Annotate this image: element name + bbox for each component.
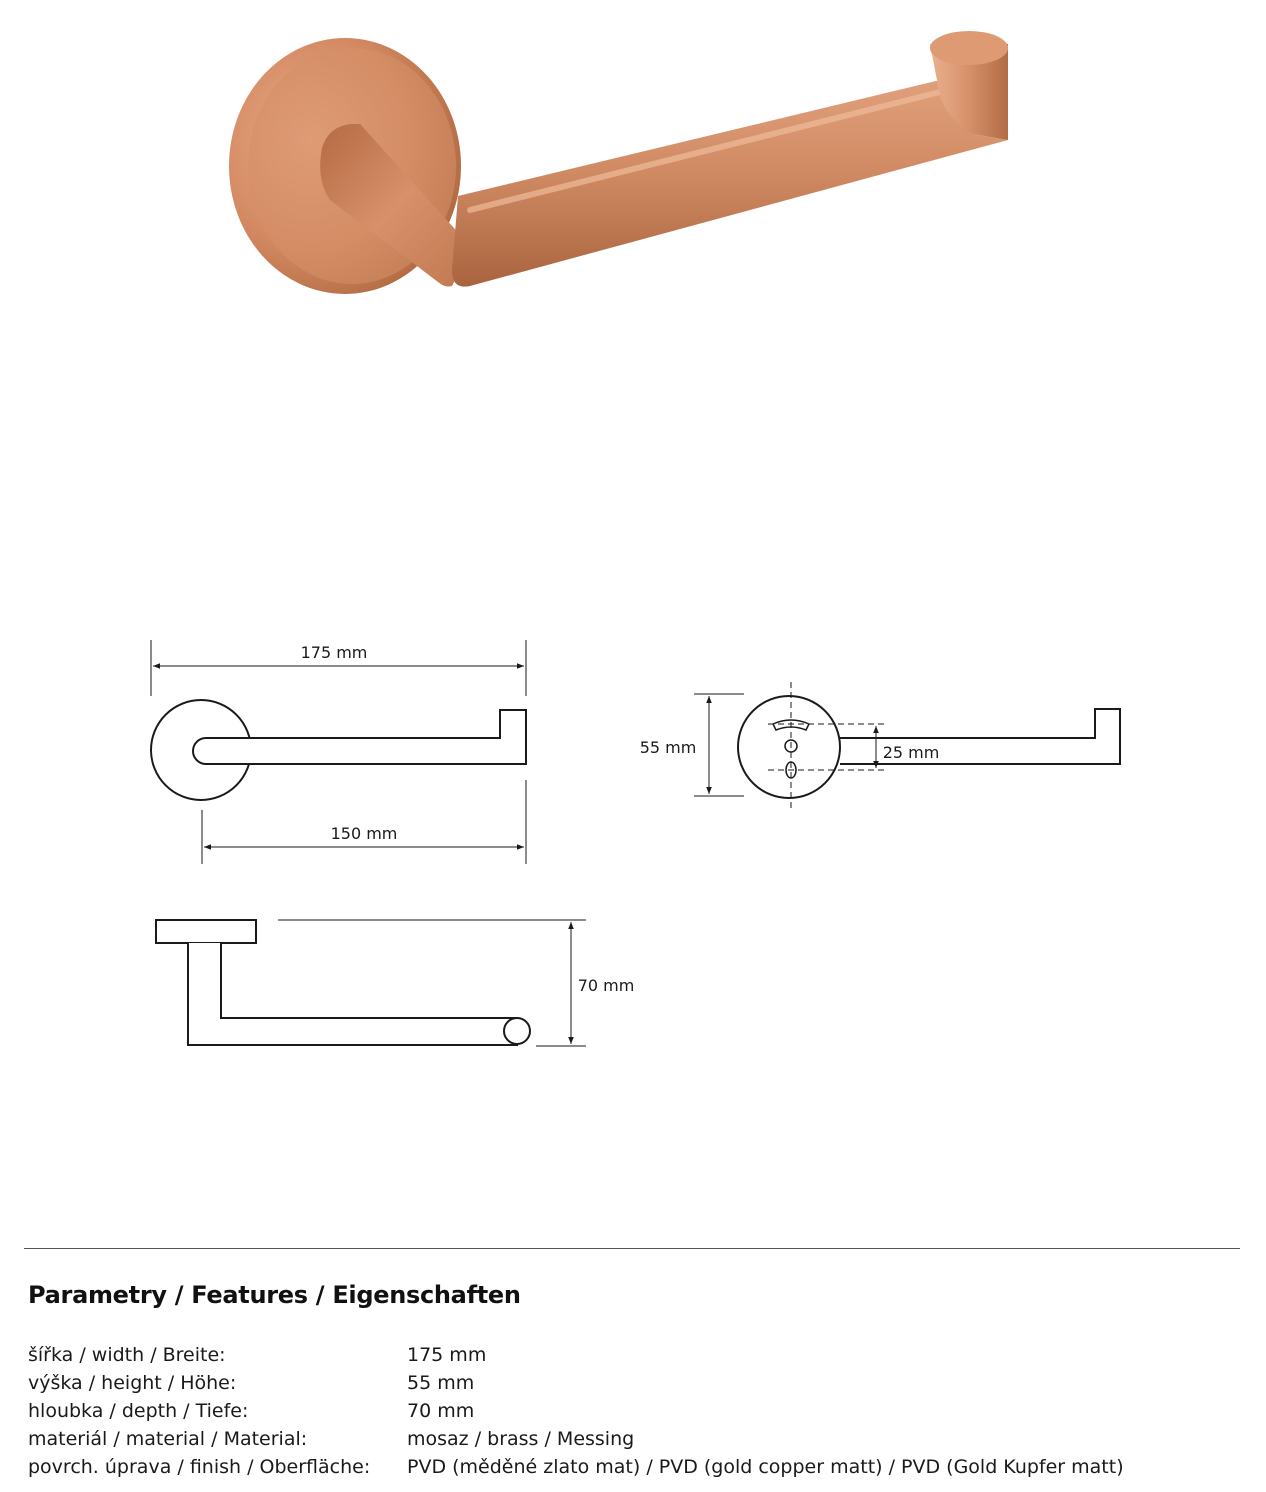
spec-row-depth [28,1397,1228,1425]
top-view [156,920,586,1046]
technical-drawing [0,600,1266,1080]
features-title: Parametry / Features / Eigenschaften [28,1281,521,1309]
section-divider [24,1248,1240,1249]
spec-label: hloubka / depth / Tiefe: [28,1400,249,1422]
spec-row-height [28,1369,1228,1397]
spec-value: 55 mm [407,1372,475,1394]
spec-row-finish [28,1453,1228,1481]
spec-row-width [28,1341,1228,1369]
spec-label: výška / height / Höhe: [28,1372,237,1394]
hole-spacing-dimension-label: 25 mm [882,743,940,762]
width-dimension-label: 175 mm [300,643,368,662]
spec-label: materiál / material / Material: [28,1428,308,1450]
spec-value: 175 mm [407,1344,487,1366]
spec-row-material [28,1425,1228,1453]
spec-value: PVD (měděné zlato mat) / PVD (gold copper matt) / PVD (Gold Kupfer matt) [407,1456,1124,1478]
height-dimension-label: 55 mm [639,738,697,757]
holder-end-cap [930,31,1008,65]
holder-arm [452,80,1008,287]
spec-value: mosaz / brass / Messing [407,1428,635,1450]
arm-length-dimension-label: 150 mm [330,824,398,843]
spec-label: šířka / width / Breite: [28,1344,226,1366]
spec-label: povrch. úprava / finish / Oberfläche: [28,1456,371,1478]
features-table [28,1341,1228,1481]
product-photo [0,0,1266,320]
depth-dimension-label: 70 mm [577,976,635,995]
spec-value: 70 mm [407,1400,475,1422]
